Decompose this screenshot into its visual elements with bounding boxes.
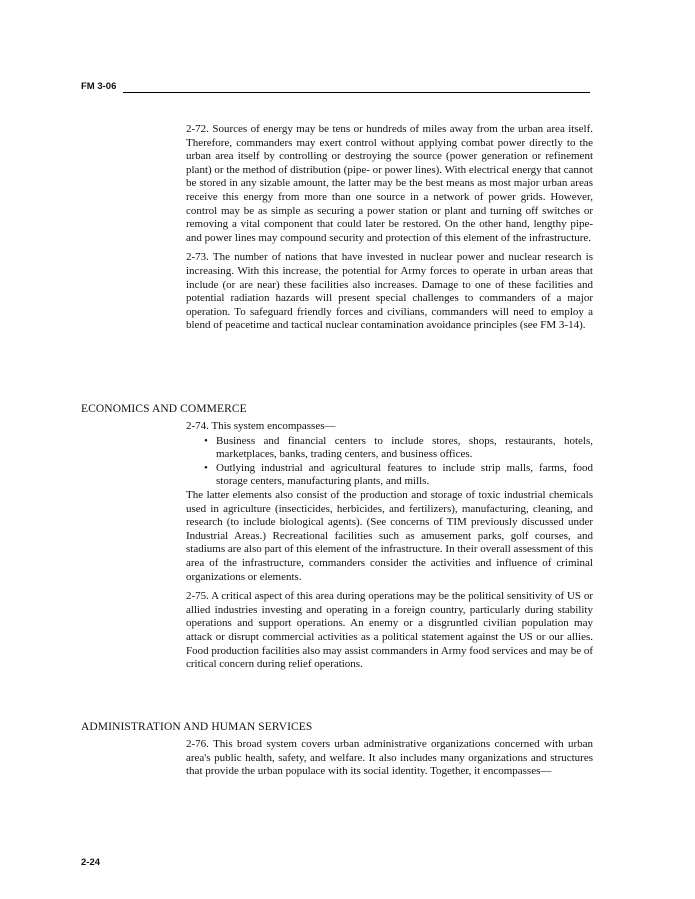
paragraph-2-74-continued: The latter elements also consist of the production and storage of toxic industrial chemicals used in agriculture (insecticides, herbicides, and fertilizers), manufacturing, cleaning, and research (to include biological agents). (See concerns of TIM previously discussed under Industrial Areas.) Recreational facilities such as amusement parks, golf courses, and stadiums are also part of this element of the infrastructure. In their overall assessment of this area of the infrastructure, commanders consider the activities and influence of criminal organizations or elements.: [186, 488, 593, 583]
energy-block: [186, 123, 593, 339]
paragraph-2-76: 2-76. This broad system covers urban administrative organizations concerned with urban area's public health, safety, and welfare. It also includes many organizations and structures that provide the urban populace with its social identity. Together, it encompasses—: [186, 738, 593, 778]
economics-block: [186, 420, 593, 678]
bullet-marker: •: [204, 434, 208, 447]
list-item-text: Outlying industrial and agricultural features to include strip malls, farms, food storage centers, manufacturing plants, and mills.: [216, 461, 593, 488]
header-doc-id: FM 3-06: [81, 81, 117, 92]
list-item-text: Business and financial centers to include stores, shops, restaurants, hotels, marketplaces, banks, trading centers, and business offices.: [216, 434, 593, 461]
paragraph-2-74-intro: 2-74. This system encompasses—: [186, 420, 336, 432]
header-rule: [123, 92, 590, 93]
paragraph-2-72: 2-72. Sources of energy may be tens or hundreds of miles away from the urban area itself. Therefore, commanders may exert control without applying combat power directly to the urban area itself by controlling or destroying the source (power generation or refinement plant) or the method of distribution (pipe- or power lines). With electrical energy that cannot be stored in any sizable amount, the latter may be the best means as most major urban areas receive this energy from more than one source in a network of power grids. However, control may be as simple as securing a power station or plant and turning off switches or removing a vital component that could later be restored. On the other hand, lengthy pipe- and power lines may compound security and protection of this element of the infrastructure.: [186, 123, 593, 244]
paragraph-2-73: 2-73. The number of nations that have invested in nuclear power and nuclear research is increasing. With this increase, the potential for Army forces to operate in urban areas that include (or are near) these facilities also increases. Damage to one of these facilities and potential radiation hazards will present special challenges to commanders of a major operation. To safeguard friendly forces and civilians, commanders will need to employ a blend of peacetime and tactical nuclear contamination avoidance principles (see FM 3-14).: [186, 251, 593, 332]
section-heading-administration: ADMINISTRATION AND HUMAN SERVICES: [81, 721, 313, 733]
list-item: [186, 435, 593, 462]
list-item: [186, 462, 593, 489]
paragraph-2-75: 2-75. A critical aspect of this area during operations may be the political sensitivity of US or allied industries investing and operating in a foreign country, particularly during stability operations and support operations. An enemy or a disgruntled civilian population may attack or disrupt commercial activities as a political statement against the US or our allies. Food production facilities also may assist commanders in Army food services and may be of critical concern during relief operations.: [186, 590, 593, 671]
page-number: 2-24: [81, 857, 101, 868]
bullet-list-2-74: [186, 435, 593, 489]
administration-block: [186, 738, 593, 785]
section-heading-economics: ECONOMICS AND COMMERCE: [81, 403, 247, 415]
bullet-marker: •: [204, 461, 208, 474]
